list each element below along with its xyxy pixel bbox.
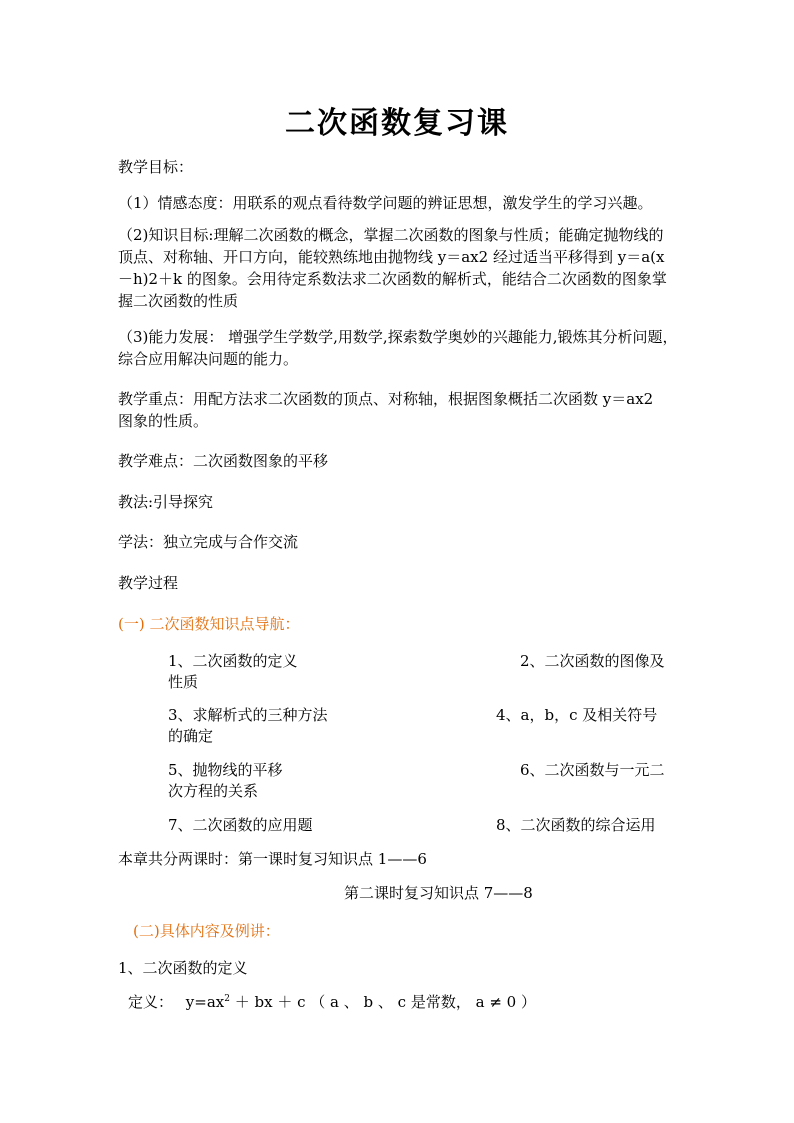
definition-formula-a: y=ax: [185, 993, 225, 1011]
nav-item-4: 4、a，b，c 及相关符号: [496, 706, 658, 724]
definition-label: 定义：: [128, 993, 174, 1011]
nav-item-7: 7、二次函数的应用题: [168, 816, 313, 834]
teaching-method: 教法:引导探究: [118, 493, 214, 511]
difficulty: 教学难点：二次函数图象的平移: [118, 452, 329, 470]
nav-item-4-cont: 的确定: [168, 727, 214, 745]
objective-ability: （3)能力发展： 增强学生学数学,用数学,探索数学奥妙的兴趣能力,锻炼其分析问题，综合应用解决问题的能力。: [118, 328, 678, 368]
definition-line: [128, 991, 536, 1013]
objectives-heading: 教学目标：: [118, 158, 194, 176]
nav-item-2-cont: 性质: [168, 673, 199, 691]
nav-item-1: 1、二次函数的定义: [168, 652, 298, 670]
nav-item-3: 3、求解析式的三种方法: [168, 706, 328, 724]
schedule-line-1: 本章共分两课时：第一课时复习知识点 1——6: [118, 850, 427, 868]
nav-item-8: 8、二次函数的综合运用: [496, 816, 656, 834]
nav-item-6: 6、二次函数与一元二: [520, 761, 665, 779]
process-heading: 教学过程: [118, 574, 179, 592]
section1-heading: (一) 二次函数知识点导航：: [118, 615, 300, 633]
section2-heading: (二)具体内容及例讲：: [133, 922, 280, 940]
definition-formula-exponent: 2: [224, 994, 230, 1004]
schedule-line-2: 第二课时复习知识点 7——8: [344, 884, 533, 902]
nav-item-5: 5、抛物线的平移: [168, 761, 283, 779]
objective-knowledge: （2)知识目标:理解二次函数的概念，掌握二次函数的图象与性质；能确定抛物线的顶点、对称轴、开口方向，能较熟练地由抛物线 y＝ax2 经过适当平移得到 y＝a(x－h)2＋k 的图象。会用待定系数法求二次函数的解析式，能结合二次函数的图象掌握二次函数的性质: [118, 226, 667, 310]
page-title: 二次函数复习课: [285, 106, 509, 141]
objective-emotion: （1）情感态度：用联系的观点看待数学问题的辨证思想，激发学生的学习兴趣。: [118, 194, 653, 212]
nav-item-6-cont: 次方程的关系: [168, 782, 259, 800]
learning-method: 学法：独立完成与合作交流: [118, 533, 299, 551]
definition-heading: 1、二次函数的定义: [118, 959, 248, 977]
nav-item-2: 2、二次函数的图像及: [520, 652, 665, 670]
definition-formula-b: ＋ bx ＋ c （ a 、 b 、 c 是常数， a ≠ 0 ）: [229, 993, 536, 1011]
key-points: 教学重点：用配方法求二次函数的顶点、对称轴，根据图象概括二次函数 y＝ax2 图象的性质。: [118, 390, 654, 430]
